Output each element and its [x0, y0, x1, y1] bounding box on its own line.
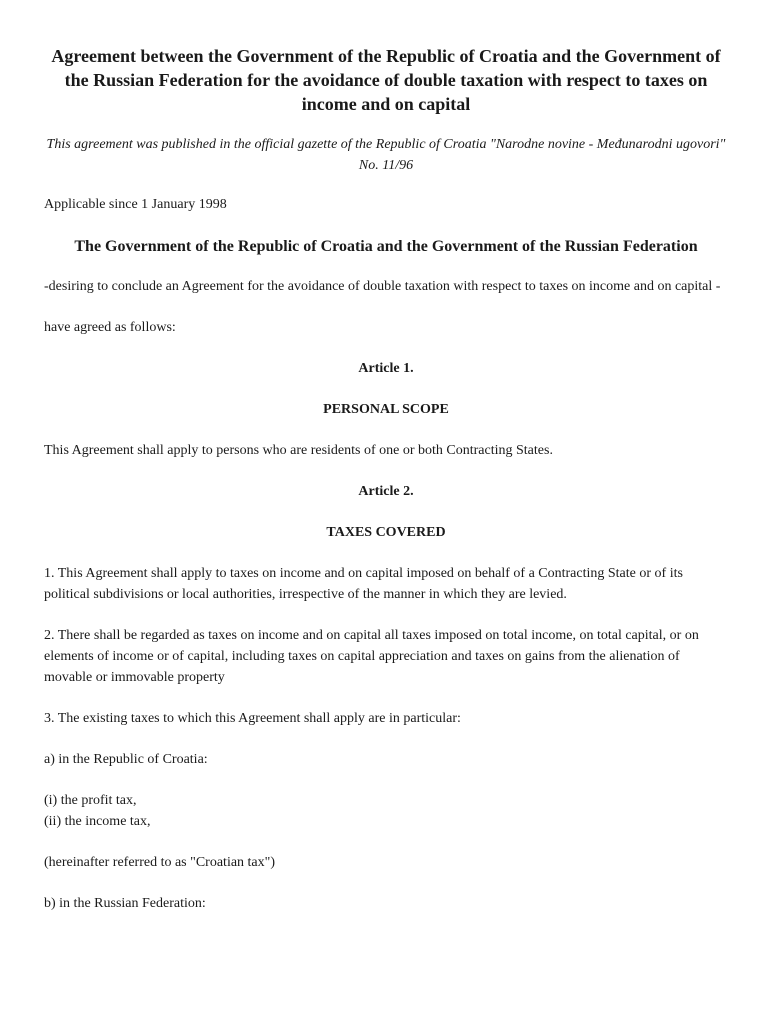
preamble-text: -desiring to conclude an Agreement for the avoidance of double taxation with respect to taxes on income and on capital -	[44, 279, 721, 294]
article-2-paragraph-1: 1. This Agreement shall apply to taxes on income and on capital imposed on behalf of a Contracting State or of its political subdivisions or local authorities, irrespective of the manner in which they are levied.	[44, 566, 683, 602]
russia-taxes-label: b) in the Russian Federation:	[44, 896, 206, 911]
croatia-taxes-list	[44, 790, 728, 832]
document-title: Agreement between the Government of the Republic of Croatia and the Government of the Russian Federation for the avoidance of double taxation with respect to taxes on income and on capital	[51, 46, 721, 114]
article-1-number: Article 1.	[358, 361, 414, 376]
agreed-text: have agreed as follows:	[44, 320, 176, 335]
article-2-number: Article 2.	[358, 484, 414, 499]
croatia-taxes-label: a) in the Republic of Croatia:	[44, 752, 208, 767]
publication-note: This agreement was published in the official gazette of the Republic of Croatia "Narodne novine - Međunarodni ugovori" No. 11/96	[46, 137, 726, 173]
article-2-heading: TAXES COVERED	[326, 525, 446, 540]
article-1-text: This Agreement shall apply to persons who are residents of one or both Contracting States.	[44, 443, 553, 458]
article-2-paragraph-3: 3. The existing taxes to which this Agreement shall apply are in particular:	[44, 711, 461, 726]
income-tax-item: (ii) the income tax,	[44, 814, 151, 829]
article-2-paragraph-2: 2. There shall be regarded as taxes on income and on capital all taxes imposed on total income, on total capital, or on elements of income or of capital, including taxes on capital appreciation and taxes on gains from the alienation of movable or immovable property	[44, 628, 699, 685]
applicable-since: Applicable since 1 January 1998	[44, 197, 227, 212]
article-1-heading: PERSONAL SCOPE	[323, 402, 449, 417]
parties-heading: The Government of the Republic of Croatia and the Government of the Russian Federation	[74, 238, 698, 255]
document-page	[44, 44, 728, 934]
profit-tax-item: (i) the profit tax,	[44, 793, 137, 808]
croatian-tax-reference: (hereinafter referred to as "Croatian tax")	[44, 855, 276, 870]
